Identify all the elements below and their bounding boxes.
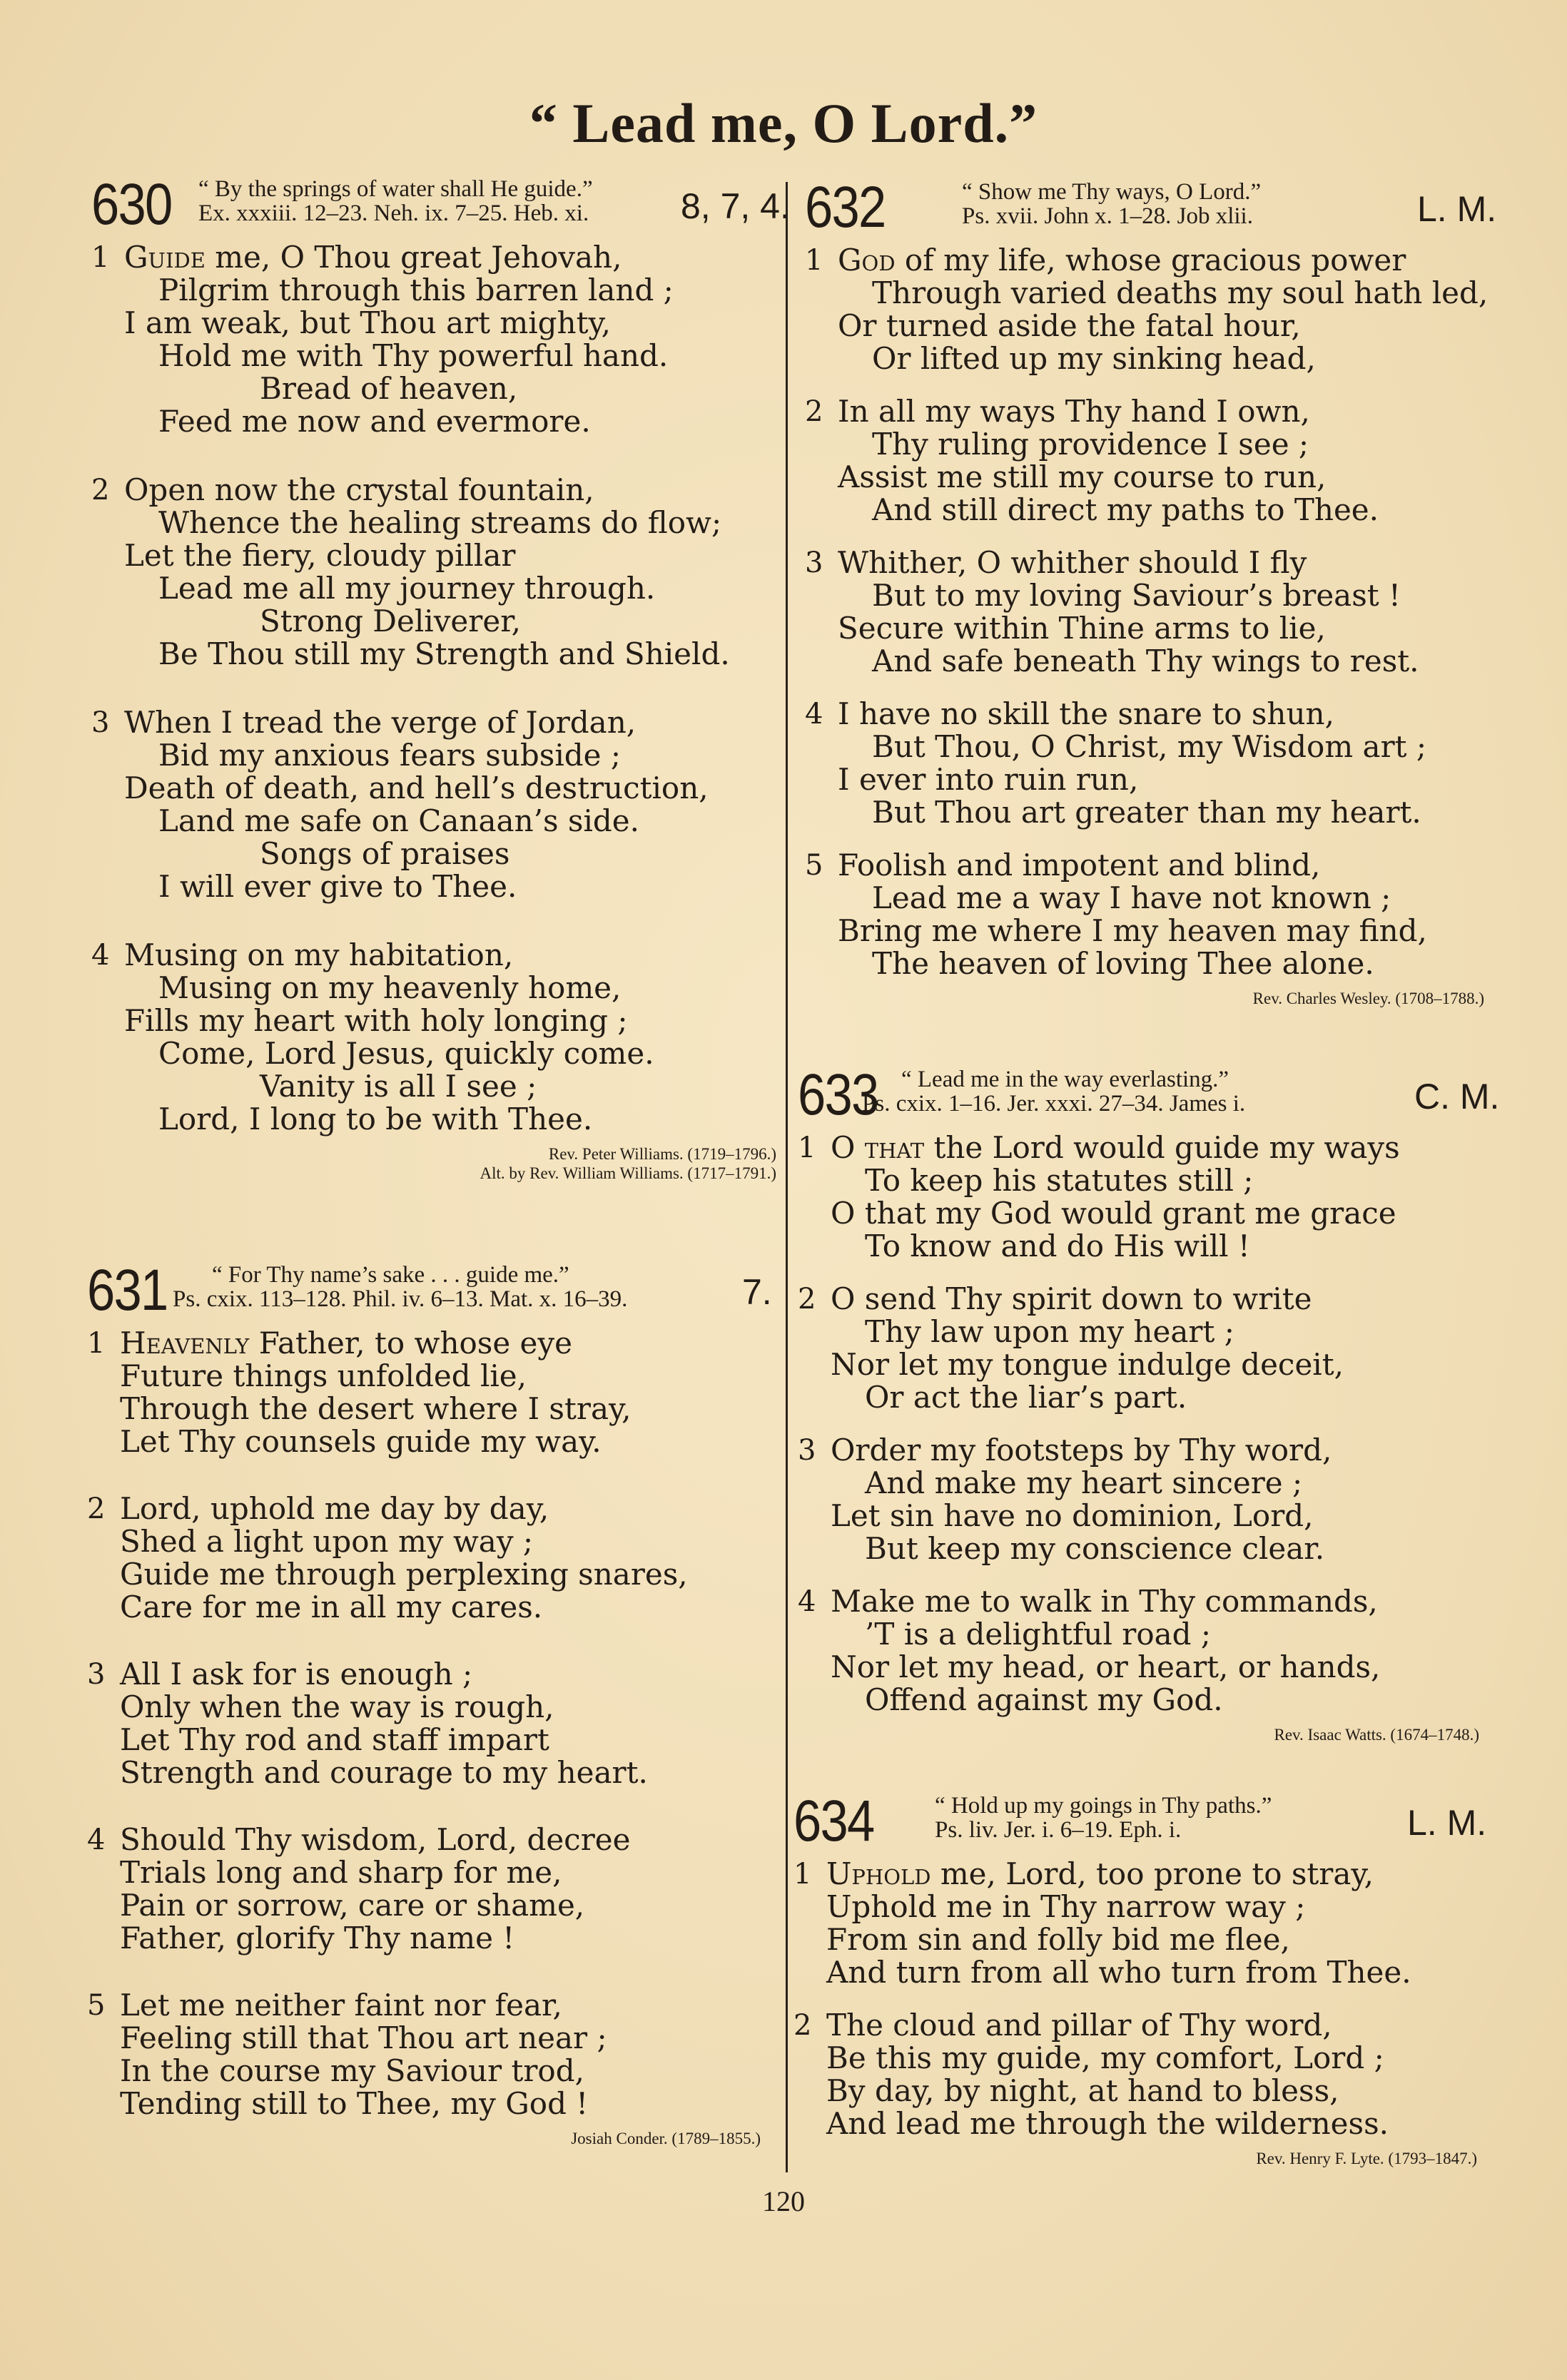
- verse-text: Land me safe on Canaan’s side.: [158, 803, 639, 838]
- stanza-number: 2: [805, 395, 823, 428]
- hymn-author: [91, 1144, 776, 1183]
- stanza-number: 2: [798, 1283, 816, 1316]
- verse-line: [120, 1889, 772, 1922]
- verse-text: To know and do His will !: [865, 1229, 1250, 1263]
- verse-text: Bid my anxious fears subside ;: [158, 738, 622, 773]
- verse-text: Father, glorify Thy name !: [120, 1921, 515, 1956]
- verse-line: [831, 1434, 1483, 1467]
- verse-text: Hold me with Thy powerful hand.: [158, 338, 669, 373]
- verse-text: But Thou art greater than my heart.: [872, 795, 1421, 830]
- stanza-number: 2: [91, 474, 110, 507]
- verse-line: [831, 1381, 1483, 1414]
- hymn-number: 630: [91, 172, 172, 237]
- stanza-number: 1: [798, 1131, 816, 1164]
- verse-text: Lead me a way I have not known ;: [872, 880, 1391, 915]
- hymn-author: [793, 2149, 1477, 2168]
- verse-line: [831, 1532, 1483, 1565]
- verse-line: [120, 1360, 772, 1393]
- verse-line: [124, 939, 776, 972]
- author-credit: Rev. Charles Wesley. (1708–1788.): [1252, 990, 1484, 1007]
- verse-text: Musing on my heavenly home,: [158, 970, 622, 1005]
- verse-line: [838, 947, 1490, 980]
- verse-line: [838, 763, 1490, 796]
- verse-text: Lord, uphold me day by day,: [120, 1491, 549, 1526]
- verse-line: [120, 1558, 772, 1591]
- verse-line: [124, 739, 776, 772]
- stanza-number: 5: [87, 1989, 106, 2022]
- scripture-references: Ps. cxix. 113–128. Phil. iv. 6–13. Mat. x. 16–39.: [173, 1286, 628, 1312]
- hymn-634: [793, 1789, 1487, 2168]
- verse-line: [831, 1467, 1483, 1500]
- hymn-header: [805, 175, 1497, 244]
- stanza: [793, 1858, 1479, 1989]
- verse-line: [124, 241, 776, 274]
- stanza-number: 3: [91, 706, 110, 739]
- hymn-epigraph: “ Show me Thy ways, O Lord.”: [962, 179, 1262, 205]
- verse-text: Assist me still my course to run,: [838, 459, 1327, 494]
- verse-line: [838, 579, 1490, 612]
- verse-opening-word: God: [838, 243, 896, 278]
- verse-line: [831, 1348, 1483, 1381]
- stanza-number: 3: [805, 546, 823, 579]
- verse-text: Feed me now and evermore.: [158, 404, 591, 439]
- verse-line: [124, 1005, 776, 1037]
- stanza-number: 1: [91, 241, 110, 274]
- verse-text: Thy law upon my heart ;: [865, 1314, 1234, 1349]
- stanza: [87, 1824, 772, 1955]
- verse-text: Father, to whose eye: [249, 1326, 572, 1361]
- verse-line: [124, 405, 776, 438]
- verse-line: [124, 972, 776, 1005]
- verse-text: The heaven of loving Thee alone.: [872, 946, 1374, 981]
- verse-text: Thy ruling providence I see ;: [872, 427, 1309, 462]
- verse-line: [124, 870, 776, 903]
- stanza: [805, 395, 1490, 527]
- verse-text: Through the desert where I stray,: [120, 1391, 632, 1426]
- verse-text: From sin and folly bid me flee,: [826, 1922, 1290, 1957]
- verse-line: [838, 796, 1490, 829]
- verse-text: Or act the liar’s part.: [865, 1380, 1187, 1415]
- verse-line: [124, 805, 776, 838]
- stanza: [91, 241, 776, 438]
- verse-line: [120, 1691, 772, 1724]
- column-divider: [786, 182, 788, 2172]
- stanza-number: 3: [798, 1434, 816, 1467]
- hymn-epigraph: “ By the springs of water shall He guide.”: [198, 176, 593, 202]
- hymn-author: [87, 2129, 761, 2148]
- hymn-number: 631: [87, 1258, 168, 1323]
- verse-text: Pain or sorrow, care or shame,: [120, 1888, 585, 1923]
- author-credit: Josiah Conder. (1789–1855.): [571, 2130, 761, 2147]
- verse-line: [838, 277, 1490, 310]
- verse-line: [838, 342, 1490, 375]
- verse-text: Open now the crystal fountain,: [124, 472, 594, 507]
- verse-line: [826, 1923, 1479, 1956]
- verse-text: The cloud and pillar of Thy word,: [826, 2008, 1332, 2043]
- verse-text: Bread of heaven,: [260, 371, 518, 406]
- verse-text: O send Thy spirit down to write: [831, 1281, 1312, 1316]
- author-credit: Rev. Peter Williams. (1719–1796.): [548, 1145, 776, 1163]
- verse-line: [838, 731, 1490, 763]
- stanza: [87, 1327, 772, 1458]
- verse-line: [826, 2107, 1479, 2140]
- verse-text: I ever into ruin run,: [838, 762, 1139, 797]
- verse-text: And still direct my paths to Thee.: [872, 492, 1379, 527]
- hymn-meter: 7.: [742, 1272, 772, 1312]
- verse-line: [831, 1131, 1483, 1164]
- verse-line: [124, 706, 776, 739]
- verse-line: [826, 1891, 1479, 1923]
- verse-line: [124, 1037, 776, 1070]
- verse-line: [838, 645, 1490, 678]
- verse-line: [120, 2055, 772, 2087]
- hymn-number: 632: [805, 175, 886, 240]
- verse-text: Fills my heart with holy longing ;: [124, 1003, 628, 1038]
- verse-line: [120, 1492, 772, 1525]
- verse-text: the Lord would guide my ways: [924, 1130, 1400, 1165]
- verse-opening-word: Uphold: [826, 1856, 931, 1891]
- hymn-header: [793, 1789, 1487, 1858]
- verse-text: ’T is a delightful road ;: [865, 1617, 1212, 1652]
- stanza-number: 5: [805, 849, 823, 882]
- verse-text: Lead me all my journey through.: [158, 571, 656, 606]
- verse-line: [124, 1103, 776, 1136]
- verse-text: Whence the healing streams do flow;: [158, 505, 722, 540]
- verse-line: [124, 638, 776, 671]
- verse-line: [838, 612, 1490, 645]
- verse-text: me, Lord, too prone to stray,: [930, 1856, 1374, 1891]
- hymn-epigraph: “ Lead me in the way everlasting.”: [901, 1067, 1229, 1092]
- stanza: [87, 1492, 772, 1624]
- verse-text: Only when the way is rough,: [120, 1689, 554, 1724]
- verse-line: [120, 1856, 772, 1889]
- verse-text: To keep his statutes still ;: [865, 1163, 1254, 1198]
- verse-line: [120, 2022, 772, 2055]
- verse-line: [831, 1316, 1483, 1348]
- verse-text: And make my heart sincere ;: [865, 1465, 1303, 1500]
- verse-line: [124, 507, 776, 539]
- verse-text: Or lifted up my sinking head,: [872, 341, 1316, 376]
- verse-text: Guide me through perplexing snares,: [120, 1557, 688, 1592]
- verse-text: Vanity is all I see ;: [260, 1069, 537, 1104]
- stanza: [798, 1131, 1483, 1263]
- verse-text: Care for me in all my cares.: [120, 1590, 543, 1624]
- verse-line: [124, 1070, 776, 1103]
- hymn-633: [798, 1062, 1500, 1744]
- verse-text: Offend against my God.: [865, 1682, 1223, 1717]
- verse-text: me, O Thou great Jehovah,: [205, 240, 622, 275]
- verse-text: Whither, O whither should I fly: [838, 545, 1307, 580]
- stanza: [805, 849, 1490, 980]
- verse-text: And safe beneath Thy wings to rest.: [872, 644, 1419, 678]
- verse-line: [826, 1956, 1479, 1989]
- verse-text: But to my loving Saviour’s breast !: [872, 578, 1401, 613]
- verse-line: [831, 1684, 1483, 1717]
- hymn-header: [798, 1062, 1500, 1131]
- hymn-meter: L. M.: [1407, 1803, 1487, 1843]
- hymn-number: 633: [798, 1062, 878, 1127]
- verse-line: [120, 1989, 772, 2022]
- verse-line: [120, 2087, 772, 2120]
- verse-line: [838, 310, 1490, 342]
- author-credit: Alt. by Rev. William Williams. (1717–1791.): [480, 1164, 776, 1182]
- verse-line: [826, 2009, 1479, 2042]
- verse-line: [124, 572, 776, 605]
- scripture-references: Ps. liv. Jer. i. 6–19. Eph. i.: [935, 1817, 1182, 1843]
- verse-text: O that my God would grant me grace: [831, 1196, 1396, 1231]
- verse-line: [120, 1425, 772, 1458]
- stanza: [798, 1585, 1483, 1717]
- stanza-number: 4: [91, 939, 110, 972]
- verse-line: [826, 2075, 1479, 2107]
- verse-line: [124, 605, 776, 638]
- verse-text: In the course my Saviour trod,: [120, 2053, 584, 2088]
- stanza-number: 2: [87, 1492, 106, 1525]
- verse-line: [838, 546, 1490, 579]
- verse-text: When I tread the verge of Jordan,: [124, 705, 637, 740]
- verse-line: [826, 1858, 1479, 1891]
- hymn-meter: 8, 7, 4.: [681, 186, 790, 226]
- verse-text: Strong Deliverer,: [260, 604, 522, 639]
- stanza: [87, 1658, 772, 1789]
- stanza-number: 1: [805, 244, 823, 277]
- hymn-632: [805, 175, 1497, 1008]
- verse-text: Nor let my head, or heart, or hands,: [831, 1649, 1381, 1684]
- verse-text: Bring me where I my heaven may find,: [838, 913, 1427, 948]
- verse-text: Let me neither faint nor fear,: [120, 1988, 562, 2023]
- verse-line: [120, 1658, 772, 1691]
- verse-text: Songs of praises: [260, 836, 510, 871]
- hymn-header: [87, 1258, 772, 1327]
- author-credit: Rev. Isaac Watts. (1674–1748.): [1274, 1726, 1479, 1744]
- page-title: “ Lead me, O Lord.”: [529, 92, 1038, 154]
- verse-line: [838, 461, 1490, 494]
- verse-line: [838, 915, 1490, 947]
- verse-line: [124, 340, 776, 372]
- stanza: [805, 698, 1490, 829]
- verse-text: Secure within Thine arms to lie,: [838, 611, 1326, 646]
- verse-line: [831, 1618, 1483, 1651]
- verse-text: Come, Lord Jesus, quickly come.: [158, 1036, 654, 1071]
- verse-text: of my life, whose gracious power: [895, 243, 1406, 278]
- verse-line: [120, 1824, 772, 1856]
- verse-text: Musing on my habitation,: [124, 937, 514, 972]
- verse-text: Lord, I long to be with Thee.: [158, 1102, 593, 1136]
- hymn-author: [805, 989, 1484, 1008]
- stanza: [91, 939, 776, 1136]
- verse-line: [838, 882, 1490, 915]
- stanza-number: 4: [798, 1585, 816, 1618]
- verse-opening-word: Guide: [124, 240, 206, 275]
- verse-text: But Thou, O Christ, my Wisdom art ;: [872, 729, 1427, 764]
- hymn-epigraph: “ For Thy name’s sake . . . guide me.”: [212, 1262, 569, 1288]
- verse-text: Let Thy rod and staff impart: [120, 1722, 549, 1757]
- verse-text: And turn from all who turn from Thee.: [826, 1955, 1411, 1990]
- verse-line: [838, 395, 1490, 428]
- hymn-meter: L. M.: [1417, 189, 1497, 229]
- verse-line: [838, 244, 1490, 277]
- scripture-references: Ex. xxxiii. 12–23. Neh. ix. 7–25. Heb. xi.: [198, 200, 589, 226]
- hymn-631: [87, 1258, 772, 2148]
- stanza: [87, 1989, 772, 2120]
- verse-line: [124, 372, 776, 405]
- verse-line: [826, 2042, 1479, 2075]
- verse-line: [831, 1283, 1483, 1316]
- stanza-number: 4: [87, 1824, 106, 1856]
- stanza: [805, 546, 1490, 678]
- verse-text: But keep my conscience clear.: [865, 1531, 1325, 1566]
- scripture-references: Ps. xvii. John x. 1–28. Job xlii.: [962, 203, 1253, 229]
- verse-text: Shed a light upon my way ;: [120, 1524, 534, 1559]
- verse-text: All I ask for is enough ;: [120, 1657, 473, 1692]
- verse-opening-word: Heavenly: [120, 1326, 250, 1361]
- stanza: [798, 1434, 1483, 1565]
- stanza-number: 4: [805, 698, 823, 731]
- verse-line: [124, 772, 776, 805]
- verse-text: Pilgrim through this barren land ;: [158, 273, 674, 307]
- stanza-number: 3: [87, 1658, 106, 1691]
- hymn-epigraph: “ Hold up my goings in Thy paths.”: [935, 1793, 1272, 1819]
- verse-text: Let sin have no dominion, Lord,: [831, 1498, 1314, 1533]
- verse-text: Order my footsteps by Thy word,: [831, 1433, 1332, 1468]
- verse-line: [120, 1525, 772, 1558]
- verse-text: Make me to walk in Thy commands,: [831, 1584, 1378, 1619]
- stanza: [798, 1283, 1483, 1414]
- stanza: [91, 706, 776, 903]
- verse-line: [120, 1393, 772, 1425]
- verse-line: [120, 1591, 772, 1624]
- verse-line: [124, 274, 776, 307]
- verse-line: [120, 1922, 772, 1955]
- scripture-references: Ps. cxix. 1–16. Jer. xxxi. 27–34. James i.: [862, 1091, 1246, 1117]
- stanza: [793, 2009, 1479, 2140]
- verse-text: Feeling still that Thou art near ;: [120, 2020, 607, 2055]
- verse-text: Let the fiery, cloudy pillar: [124, 538, 516, 573]
- verse-text: And lead me through the wilderness.: [826, 2106, 1389, 2141]
- verse-line: [831, 1585, 1483, 1618]
- hymn-header: [91, 172, 790, 241]
- hymn-meter: C. M.: [1414, 1077, 1500, 1117]
- hymn-author: [798, 1725, 1479, 1744]
- verse-line: [831, 1230, 1483, 1263]
- verse-line: [124, 838, 776, 870]
- verse-text: Let Thy counsels guide my way.: [120, 1424, 602, 1459]
- stanza-number: 2: [793, 2009, 812, 2042]
- verse-text: Trials long and sharp for me,: [120, 1855, 562, 1890]
- verse-text: By day, by night, at hand to bless,: [826, 2073, 1339, 2108]
- verse-text: Be Thou still my Strength and Shield.: [158, 636, 730, 671]
- verse-line: [831, 1651, 1483, 1684]
- verse-text: Death of death, and hell’s destruction,: [124, 771, 709, 805]
- stanza: [805, 244, 1490, 375]
- verse-line: [124, 307, 776, 340]
- verse-line: [831, 1164, 1483, 1197]
- verse-line: [838, 698, 1490, 731]
- verse-text: I will ever give to Thee.: [158, 869, 517, 904]
- verse-line: [838, 494, 1490, 527]
- verse-text: Foolish and impotent and blind,: [838, 848, 1321, 883]
- verse-text: Or turned aside the fatal hour,: [838, 308, 1301, 343]
- verse-line: [120, 1327, 772, 1360]
- page-number: 120: [762, 2185, 805, 2217]
- verse-line: [838, 428, 1490, 461]
- verse-text: Through varied deaths my soul hath led,: [872, 275, 1489, 310]
- verse-text: Tending still to Thee, my God !: [120, 2086, 589, 2121]
- verse-text: I have no skill the snare to shun,: [838, 696, 1334, 731]
- author-credit: Rev. Henry F. Lyte. (1793–1847.): [1256, 2150, 1477, 2167]
- verse-text: Should Thy wisdom, Lord, decree: [120, 1822, 631, 1857]
- verse-text: Future things unfolded lie,: [120, 1358, 527, 1393]
- verse-text: I am weak, but Thou art mighty,: [124, 305, 611, 340]
- verse-text: In all my ways Thy hand I own,: [838, 394, 1310, 429]
- verse-line: [120, 1756, 772, 1789]
- verse-line: [120, 1724, 772, 1756]
- verse-text: Uphold me in Thy narrow way ;: [826, 1889, 1306, 1924]
- verse-line: [831, 1197, 1483, 1230]
- verse-line: [838, 849, 1490, 882]
- verse-opening-word: O that: [831, 1130, 925, 1165]
- stanza-number: 1: [87, 1327, 106, 1360]
- verse-text: Be this my guide, my comfort, Lord ;: [826, 2040, 1384, 2075]
- hymn-630: [91, 172, 790, 1183]
- hymn-number: 634: [793, 1789, 874, 1853]
- verse-text: Strength and courage to my heart.: [120, 1755, 648, 1790]
- verse-line: [124, 474, 776, 507]
- verse-line: [831, 1500, 1483, 1532]
- stanza-number: 1: [793, 1858, 812, 1891]
- verse-line: [124, 539, 776, 572]
- stanza: [91, 474, 776, 671]
- verse-text: Nor let my tongue indulge deceit,: [831, 1347, 1344, 1382]
